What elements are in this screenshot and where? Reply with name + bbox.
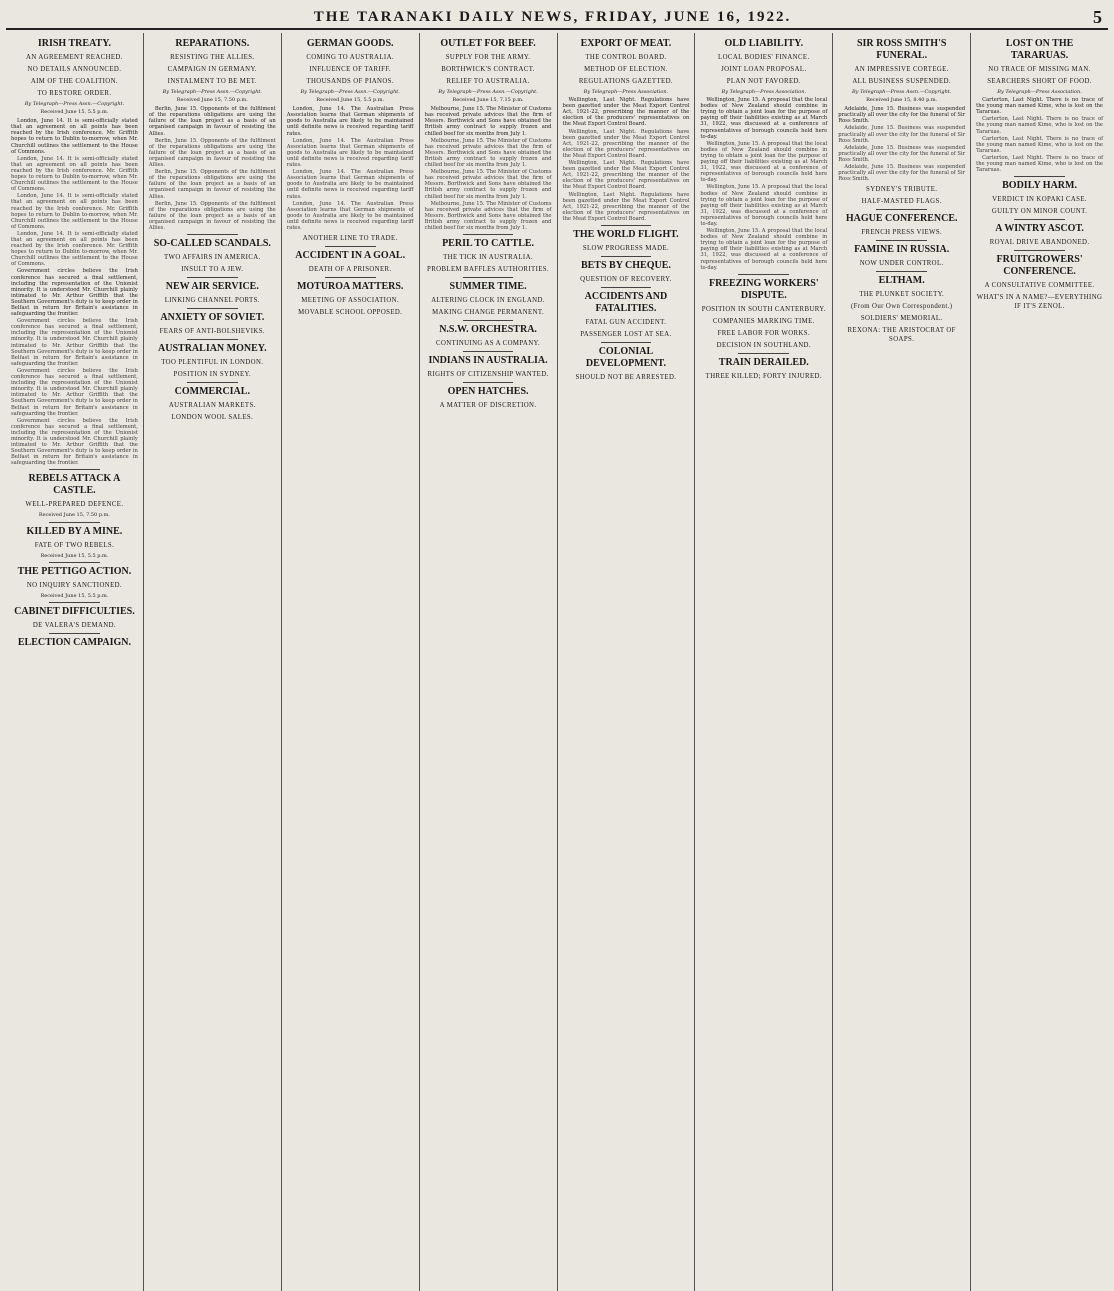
article-headline: SUMMER TIME.: [449, 281, 527, 293]
article-subheading: HALF-MASTED FLAGS.: [861, 198, 942, 206]
article-headline: BODILY HARM.: [1002, 180, 1077, 192]
article-subheading: AUSTRALIAN MARKETS.: [168, 402, 256, 410]
article-paragraph: Wellington, Last Night. Regulations have been gazetted under the Meat Export Control Act, 1921-22, prescribing the manner of the election of the producers' representatives on the Meat Export Control Board.: [562, 160, 690, 191]
article-paragraph: Melbourne, June 15. The Minister of Customs has received private advices that the firm of Messrs. Borthwick and Sons have obtained the British army contract to supply frozen and chilled beef for six months from July 1.: [424, 106, 552, 137]
article-headline: A WINTRY ASCOT.: [995, 223, 1084, 235]
column-6: [695, 33, 833, 1291]
article-subheading: REGULATIONS GAZETTED.: [578, 78, 673, 85]
article-paragraph: Government circles believe the Irish conference has secured a final settlement, including the representation of the Unionist minority. It is understood Mr. Churchill plainly intimated to Mr. Arthur Griffith that the Southern Government's duty is to keep order in Belfast in return for Britain's assistance in safeguarding the frontier.: [11, 318, 138, 367]
article-headline: AUSTRALIAN MONEY.: [158, 343, 267, 355]
article-subheading: ANOTHER LINE TO TRADE.: [302, 235, 398, 243]
column-3: [282, 33, 420, 1291]
received-line: Received June 15, 7.50 p.m.: [176, 97, 248, 104]
article-paragraph: Wellington, Last Night. Regulations have been gazetted under the Meat Export Control Act, 1921-22, prescribing the manner of the election of the producers' representatives on the Meat Export Control Board.: [562, 128, 690, 159]
article-headline: MOTUROA MATTERS.: [296, 281, 404, 293]
article-subheading: DEATH OF A PRISONER.: [308, 266, 392, 274]
article-subheading: LONDON WOOL SALES.: [171, 414, 254, 422]
article-subheading: JOINT LOAN PROPOSAL.: [721, 66, 807, 73]
article-subheading: AN IMPRESSIVE CORTEGE.: [854, 66, 949, 73]
article-subheading: THE CONTROL BOARD.: [585, 54, 667, 61]
article-paragraph: London, June 14. It is semi-officially stated that an agreement on all points has been reached by the Irish conference. Mr. Griffith hopes to return to Dublin to-morrow, when Mr. Churchill outlines the settlement to the House of Commons.: [11, 118, 138, 155]
article-headline: ELTHAM.: [878, 275, 925, 287]
article-paragraph: Carterton, Last Night. There is no trace of the young man named Kime, who is lost on the Tararuas.: [976, 135, 1103, 154]
byline: By Telegraph—Press Assn.—Copyright.: [851, 89, 952, 95]
article-headline: ACCIDENT IN A GOAL.: [295, 250, 406, 262]
section-rule: [876, 240, 927, 241]
article-headline: NEW AIR SERVICE.: [165, 281, 259, 293]
masthead: [6, 6, 1108, 30]
section-rule: [1014, 176, 1065, 177]
section-rule: [601, 342, 652, 343]
article-subheading: TO RESTORE ORDER.: [37, 90, 112, 97]
article-subheading: A CONSULTATIVE COMMITTEE.: [984, 282, 1095, 290]
article-paragraph: Government circles believe the Irish conference has secured a final settlement, including the representation of the Unionist minority. It is understood Mr. Churchill plainly intimated to Mr. Arthur Griffith that the Southern Government's duty is to keep order in Belfast in return for Britain's assistance in safeguarding the frontier.: [11, 417, 138, 467]
article-paragraph: London, June 14. It is semi-officially stated that an agreement on all points has been reached by the Irish conference. Mr. Griffith hopes to return to Dublin to-morrow, when Mr. Churchill outlines the settlement to the House of Commons.: [11, 230, 138, 268]
article-headline: BETS BY CHEQUE.: [580, 259, 671, 271]
article-headline: TRAIN DERAILED.: [718, 356, 809, 368]
article-paragraph: Berlin, June 15. Opponents of the fulfilment of the reparations obligations are using the failure of the loan project as a basis of an organised campaign in favour of resisting the Allies.: [148, 169, 276, 200]
article-subheading: INFLUENCE OF TARIFF.: [309, 66, 392, 73]
column-1: [6, 33, 144, 1291]
article-subheading: MEETING OF ASSOCIATION.: [301, 297, 400, 305]
byline: By Telegraph—Press Association.: [721, 89, 807, 95]
article-paragraph: Melbourne, June 15. The Minister of Customs has received private advices that the firm of Messrs. Borthwick and Sons have obtained the British army contract to supply frozen and chilled beef for six months from July 1.: [424, 169, 552, 200]
article-subheading: REXONA: THE ARISTOCRAT OF SOAPS.: [847, 327, 956, 344]
article-subheading: AN AGREEMENT REACHED.: [26, 54, 123, 61]
article-subheading: METHOD OF ELECTION.: [584, 66, 668, 73]
section-rule: [876, 209, 927, 210]
section-rule: [601, 225, 652, 226]
columns: [6, 33, 1108, 1291]
section-rule: [463, 382, 514, 383]
column-8: [971, 33, 1108, 1291]
received-line: Received June 15, 5.5 p.m.: [40, 109, 109, 116]
section-rule: [325, 246, 376, 247]
section-rule: [1014, 219, 1065, 220]
section-rule: [49, 602, 100, 603]
article-paragraph: Berlin, June 15. Opponents of the fulfilment of the reparations obligations are using the failure of the loan project as a basis of an organised campaign in favour of resisting the Allies.: [148, 137, 276, 169]
article-paragraph: London, June 14. The Australian Press Association learns that German shipments of goods to Australia are likely to be maintained until definite news is received regarding tariff rates.: [286, 169, 414, 200]
article-subheading: NO INQUIRY SANCTIONED.: [26, 581, 123, 589]
article-subheading: WHAT'S IN A NAME?—EVERYTHING IF IT'S ZENOL.: [976, 294, 1103, 311]
article-subheading: (From Our Own Correspondent.): [850, 303, 953, 311]
article-subheading: SOLDIERS' MEMORIAL.: [860, 315, 943, 323]
section-rule: [463, 351, 514, 352]
byline: By Telegraph—Press Association.: [583, 89, 669, 95]
section-rule: [187, 277, 238, 278]
section-rule: [187, 234, 238, 235]
article-paragraph: Wellington, June 15. A proposal that the local bodies of New Zealand should combine in trying to obtain a joint loan for the purpose of paying off their liabilities existing as at March 31, 1922, was discussed at a conference of representatives of borough councils held here to-day.: [700, 228, 828, 271]
section-rule: [1014, 250, 1065, 251]
section-rule: [49, 522, 100, 523]
article-subheading: A MATTER OF DISCRETION.: [439, 402, 537, 410]
article-subheading: ROYAL DRIVE ABANDONED.: [989, 239, 1090, 247]
article-paragraph: Carterton, Last Night. There is no trace of the young man named Kime, who is lost on the Tararuas.: [976, 116, 1103, 135]
article-subheading: RESISTING THE ALLIES.: [170, 54, 255, 61]
article-subheading: RELIEF TO AUSTRALIA.: [446, 78, 530, 85]
article-subheading: THOUSANDS OF PIANOS.: [306, 78, 394, 85]
article-subheading: INSTALMENT TO BE MET.: [167, 78, 257, 85]
article-headline: COMMERCIAL.: [174, 386, 250, 398]
article-headline: CABINET DIFFICULTIES.: [14, 605, 135, 617]
article-headline: ACCIDENTS AND FATALITIES.: [584, 290, 668, 314]
article-headline: IRISH TREATY.: [37, 38, 112, 49]
article-subheading: RIGHTS OF CITIZENSHIP WANTED.: [427, 371, 549, 379]
article-headline: OPEN HATCHES.: [447, 386, 529, 398]
article-paragraph: London, June 14. The Australian Press Association learns that German shipments of goods to Australia are likely to be maintained until definite news is received regarding tariff rates.: [286, 137, 414, 169]
byline: By Telegraph—Press Assn.—Copyright.: [300, 89, 400, 95]
article-paragraph: London, June 14. It is semi-officially stated that an agreement on all points has been reached by the Irish conference. Mr. Griffith hopes to return to Dublin to-morrow, when Mr. Churchill outlines the settlement to the House of Commons.: [11, 155, 138, 193]
article-headline: THE PETTIGO ACTION.: [17, 565, 132, 577]
article-paragraph: Berlin, June 15. Opponents of the fulfilment of the reparations obligations are using the failure of the loan project as a basis of an organised campaign in favour of resisting the Allies.: [148, 200, 276, 231]
article-headline: SO-CALLED SCANDALS.: [153, 238, 271, 250]
article-headline: ELECTION CAMPAIGN.: [17, 636, 132, 648]
article-paragraph: London, June 14. The Australian Press Association learns that German shipments of goods to Australia are likely to be maintained until definite news is received regarding tariff rates.: [286, 106, 414, 137]
article-subheading: THREE KILLED; FORTY INJURED.: [705, 372, 822, 380]
article-paragraph: Berlin, June 15. Opponents of the fulfilment of the reparations obligations are using the failure of the loan project as a basis of an organised campaign in favour of resisting the Allies.: [148, 106, 276, 137]
article-headline: KILLED BY A MINE.: [26, 525, 123, 537]
article-subheading: WELL-PREPARED DEFENCE.: [25, 501, 124, 509]
section-rule: [601, 287, 652, 288]
article-subheading: DE VALERA'S DEMAND.: [32, 621, 117, 629]
article-headline: OLD LIABILITY.: [724, 38, 804, 49]
article-headline: SIR ROSS SMITH'S FUNERAL.: [856, 38, 947, 61]
article-subheading: AIM OF THE COALITION.: [30, 78, 119, 85]
masthead-title: THE TARANAKI DAILY NEWS, FRIDAY, JUNE 16, 1922.: [313, 8, 792, 25]
article-paragraph: London, June 14. The Australian Press Association learns that German shipments of goods to Australia are likely to be maintained until definite news is received regarding tariff rates.: [286, 200, 414, 231]
article-subheading: TOO PLENTIFUL IN LONDON.: [161, 359, 264, 367]
article-subheading: POSITION IN SOUTH CANTERBURY.: [701, 305, 826, 313]
section-rule: [463, 234, 514, 235]
section-rule: [187, 382, 238, 383]
article-subheading: SEARCHERS SHORT OF FOOD.: [987, 78, 1092, 85]
article-subheading: SYDNEY'S TRIBUTE.: [866, 186, 938, 194]
article-headline: OUTLET FOR BEEF.: [440, 38, 536, 49]
article-subheading: COMPANIES MARKING TIME.: [712, 317, 815, 325]
article-subheading: SLOW PROGRESS MADE.: [582, 244, 670, 252]
article-subheading: VERDICT IN KOPAKI CASE.: [992, 196, 1088, 204]
article-paragraph: Carterton, Last Night. There is no trace of the young man named Kime, who is lost on the Tararuas.: [976, 154, 1103, 174]
byline: By Telegraph—Press Assn.—Copyright.: [162, 89, 263, 95]
received-line: Received June 15, 5.5 p.m.: [40, 552, 109, 559]
section-rule: [463, 320, 514, 321]
received-line: Received June 15, 7.50 p.m.: [38, 512, 110, 519]
article-subheading: PLAN NOT FAVORED.: [726, 78, 801, 85]
byline: By Telegraph—Press Association.: [997, 89, 1082, 95]
article-subheading: DECISION IN SOUTHLAND.: [716, 341, 811, 349]
article-subheading: QUESTION OF RECOVERY.: [580, 275, 672, 283]
article-subheading: FATAL GUN ACCIDENT.: [585, 318, 667, 326]
article-subheading: MOVABLE SCHOOL OPPOSED.: [298, 309, 403, 317]
article-headline: THE WORLD FLIGHT.: [573, 228, 679, 240]
article-paragraph: Adelaide, June 15. Business was suspended practically all over the city for the funeral of Sir Ross Smith.: [838, 164, 966, 183]
article-paragraph: Adelaide, June 15. Business was suspended practically all over the city for the funeral of Sir Ross Smith.: [838, 106, 966, 125]
section-rule: [738, 274, 789, 275]
article-subheading: NOW UNDER CONTROL.: [859, 260, 944, 268]
section-rule: [49, 469, 100, 470]
article-subheading: POSITION IN SYDNEY.: [173, 371, 252, 379]
article-subheading: NO DETAILS ANNOUNCED.: [27, 66, 122, 73]
article-headline: INDIANS IN AUSTRALIA.: [428, 355, 548, 367]
received-line: Received June 15, 8.40 p.m.: [866, 97, 938, 104]
article-subheading: FATE OF TWO REBELS.: [34, 541, 115, 549]
article-subheading: FRENCH PRESS VIEWS.: [861, 229, 943, 237]
section-rule: [187, 339, 238, 340]
section-rule: [187, 308, 238, 309]
article-paragraph: Adelaide, June 15. Business was suspended practically all over the city for the funeral of Sir Ross Smith.: [838, 125, 966, 144]
article-headline: GERMAN GOODS.: [306, 38, 394, 49]
article-headline: LOST ON THE TARARUAS.: [1005, 38, 1074, 61]
article-subheading: SHOULD NOT BE ARRESTED.: [575, 373, 677, 381]
article-paragraph: Government circles believe the Irish conference has secured a final settlement, including the representation of the Unionist minority. It is understood Mr. Churchill plainly intimated to Mr. Arthur Griffith that the Southern Government's duty is to keep order in Belfast in return for Britain's assistance in safeguarding the frontier.: [11, 268, 138, 318]
article-headline: N.S.W. ORCHESTRA.: [439, 324, 537, 336]
article-subheading: SUPPLY FOR THE ARMY.: [445, 54, 531, 61]
article-headline: ANXIETY OF SOVIET.: [160, 312, 265, 324]
article-headline: EXPORT OF MEAT.: [580, 38, 672, 49]
section-rule: [738, 353, 789, 354]
section-rule: [463, 277, 514, 278]
article-headline: FREEZING WORKERS' DISPUTE.: [709, 277, 819, 301]
article-headline: FRUITGROWERS' CONFERENCE.: [996, 254, 1083, 278]
column-4: [420, 33, 558, 1291]
received-line: Received June 15, 5.5 p.m.: [316, 97, 385, 104]
article-paragraph: Melbourne, June 15. The Minister of Customs has received private advices that the firm of Messrs. Borthwick and Sons have obtained the British army contract to supply frozen and chilled beef for six months from July 1.: [424, 137, 552, 169]
article-paragraph: Wellington, June 15. A proposal that the local bodies of New Zealand should combine in trying to obtain a joint loan for the purpose of paying off their liabilities existing as at March 31, 1922, was discussed at a conference of representatives of borough councils held here to-day.: [700, 97, 828, 140]
section-rule: [601, 256, 652, 257]
section-rule: [49, 562, 100, 563]
article-headline: COLONIAL DEVELOPMENT.: [585, 345, 666, 369]
article-subheading: INSULT TO A JEW.: [181, 266, 244, 274]
article-subheading: THE PLUNKET SOCIETY.: [859, 291, 945, 299]
article-paragraph: Melbourne, June 15. The Minister of Customs has received private advices that the firm of Messrs. Borthwick and Sons have obtained the British army contract to supply frozen and chilled beef for six months from July 1.: [424, 200, 552, 231]
article-paragraph: Wellington, June 15. A proposal that the local bodies of New Zealand should combine in trying to obtain a joint loan for the purpose of paying off their liabilities existing as at March 31, 1922, was discussed at a conference of representatives of borough councils held here to-day.: [700, 140, 828, 184]
article-subheading: PROBLEM BAFFLES AUTHORITIES.: [427, 266, 550, 274]
received-line: Received June 15, 5.5 p.m.: [40, 592, 109, 599]
article-subheading: PASSENGER LOST AT SEA.: [580, 330, 672, 338]
article-paragraph: Wellington, June 15. A proposal that the local bodies of New Zealand should combine in trying to obtain a joint loan for the purpose of paying off their liabilities existing as at March 31, 1922, was discussed at a conference of representatives of borough councils held here to-day.: [700, 184, 828, 227]
section-rule: [49, 633, 100, 634]
article-paragraph: Wellington, Last Night. Regulations have been gazetted under the Meat Export Control Act, 1921-22, prescribing the manner of the election of the producers' representatives on the Meat Export Control Board.: [562, 191, 690, 222]
article-paragraph: London, June 14. It is semi-officially stated that an agreement on all points has been reached by the Irish conference. Mr. Griffith hopes to return to Dublin to-morrow, when Mr. Churchill outlines the settlement to the House of Commons.: [11, 193, 138, 230]
column-5: [558, 33, 696, 1291]
article-subheading: TWO AFFAIRS IN AMERICA.: [163, 254, 261, 262]
article-headline: FAMINE IN RUSSIA.: [854, 244, 950, 256]
article-paragraph: Government circles believe the Irish conference has secured a final settlement, including the representation of the Unionist minority. It is understood Mr. Churchill plainly intimated to Mr. Arthur Griffith that the Southern Government's duty is to keep order in Belfast in return for Britain's assistance in safeguarding the frontier.: [11, 367, 138, 417]
article-subheading: LOCAL BODIES' FINANCE.: [718, 54, 810, 61]
article-subheading: COMING TO AUSTRALIA.: [306, 54, 394, 61]
page-number: 5: [1093, 6, 1102, 27]
article-headline: PERIL TO CATTLE.: [442, 238, 535, 250]
article-subheading: CAMPAIGN IN GERMANY.: [167, 66, 257, 73]
byline: By Telegraph—Press Assn.—Copyright.: [438, 89, 538, 95]
column-2: [144, 33, 282, 1291]
article-subheading: CONTINUING AS A COMPANY.: [436, 340, 541, 348]
article-paragraph: Wellington, Last Night. Regulations have been gazetted under the Meat Export Control Act, 1921-22, prescribing the manner of the election of the producers' representatives on the Meat Export Control Board.: [562, 97, 690, 128]
article-subheading: ALTERING CLOCK IN ENGLAND.: [431, 297, 545, 305]
article-subheading: MAKING CHANGE PERMANENT.: [432, 309, 545, 317]
section-rule: [325, 277, 376, 278]
article-subheading: NO TRACE OF MISSING MAN.: [988, 66, 1091, 73]
article-subheading: ALL BUSINESS SUSPENDED.: [852, 78, 952, 85]
column-7: [833, 33, 971, 1291]
section-rule: [876, 271, 927, 272]
article-paragraph: Carterton, Last Night. There is no trace of the young man named Kime, who is lost on the Tararuas.: [976, 97, 1103, 116]
article-subheading: THE TICK IN AUSTRALIA.: [443, 254, 533, 262]
article-paragraph: Adelaide, June 15. Business was suspended practically all over the city for the funeral of Sir Ross Smith.: [838, 144, 966, 163]
article-subheading: GUILTY ON MINOR COUNT.: [991, 208, 1088, 216]
received-line: Received June 15, 7.15 p.m.: [452, 97, 524, 104]
article-headline: REPARATIONS.: [175, 38, 250, 49]
article-subheading: BORTHWICK'S CONTRACT.: [441, 66, 535, 73]
article-subheading: LINKING CHANNEL PORTS.: [164, 297, 260, 305]
article-headline: REBELS ATTACK A CASTLE.: [28, 473, 121, 497]
article-subheading: FEARS OF ANTI-BOLSHEVIKS.: [159, 328, 265, 336]
article-headline: HAGUE CONFERENCE.: [845, 213, 958, 225]
byline: By Telegraph—Press Assn.—Copyright.: [24, 101, 125, 107]
article-subheading: FREE LABOR FOR WORKS.: [717, 329, 811, 337]
